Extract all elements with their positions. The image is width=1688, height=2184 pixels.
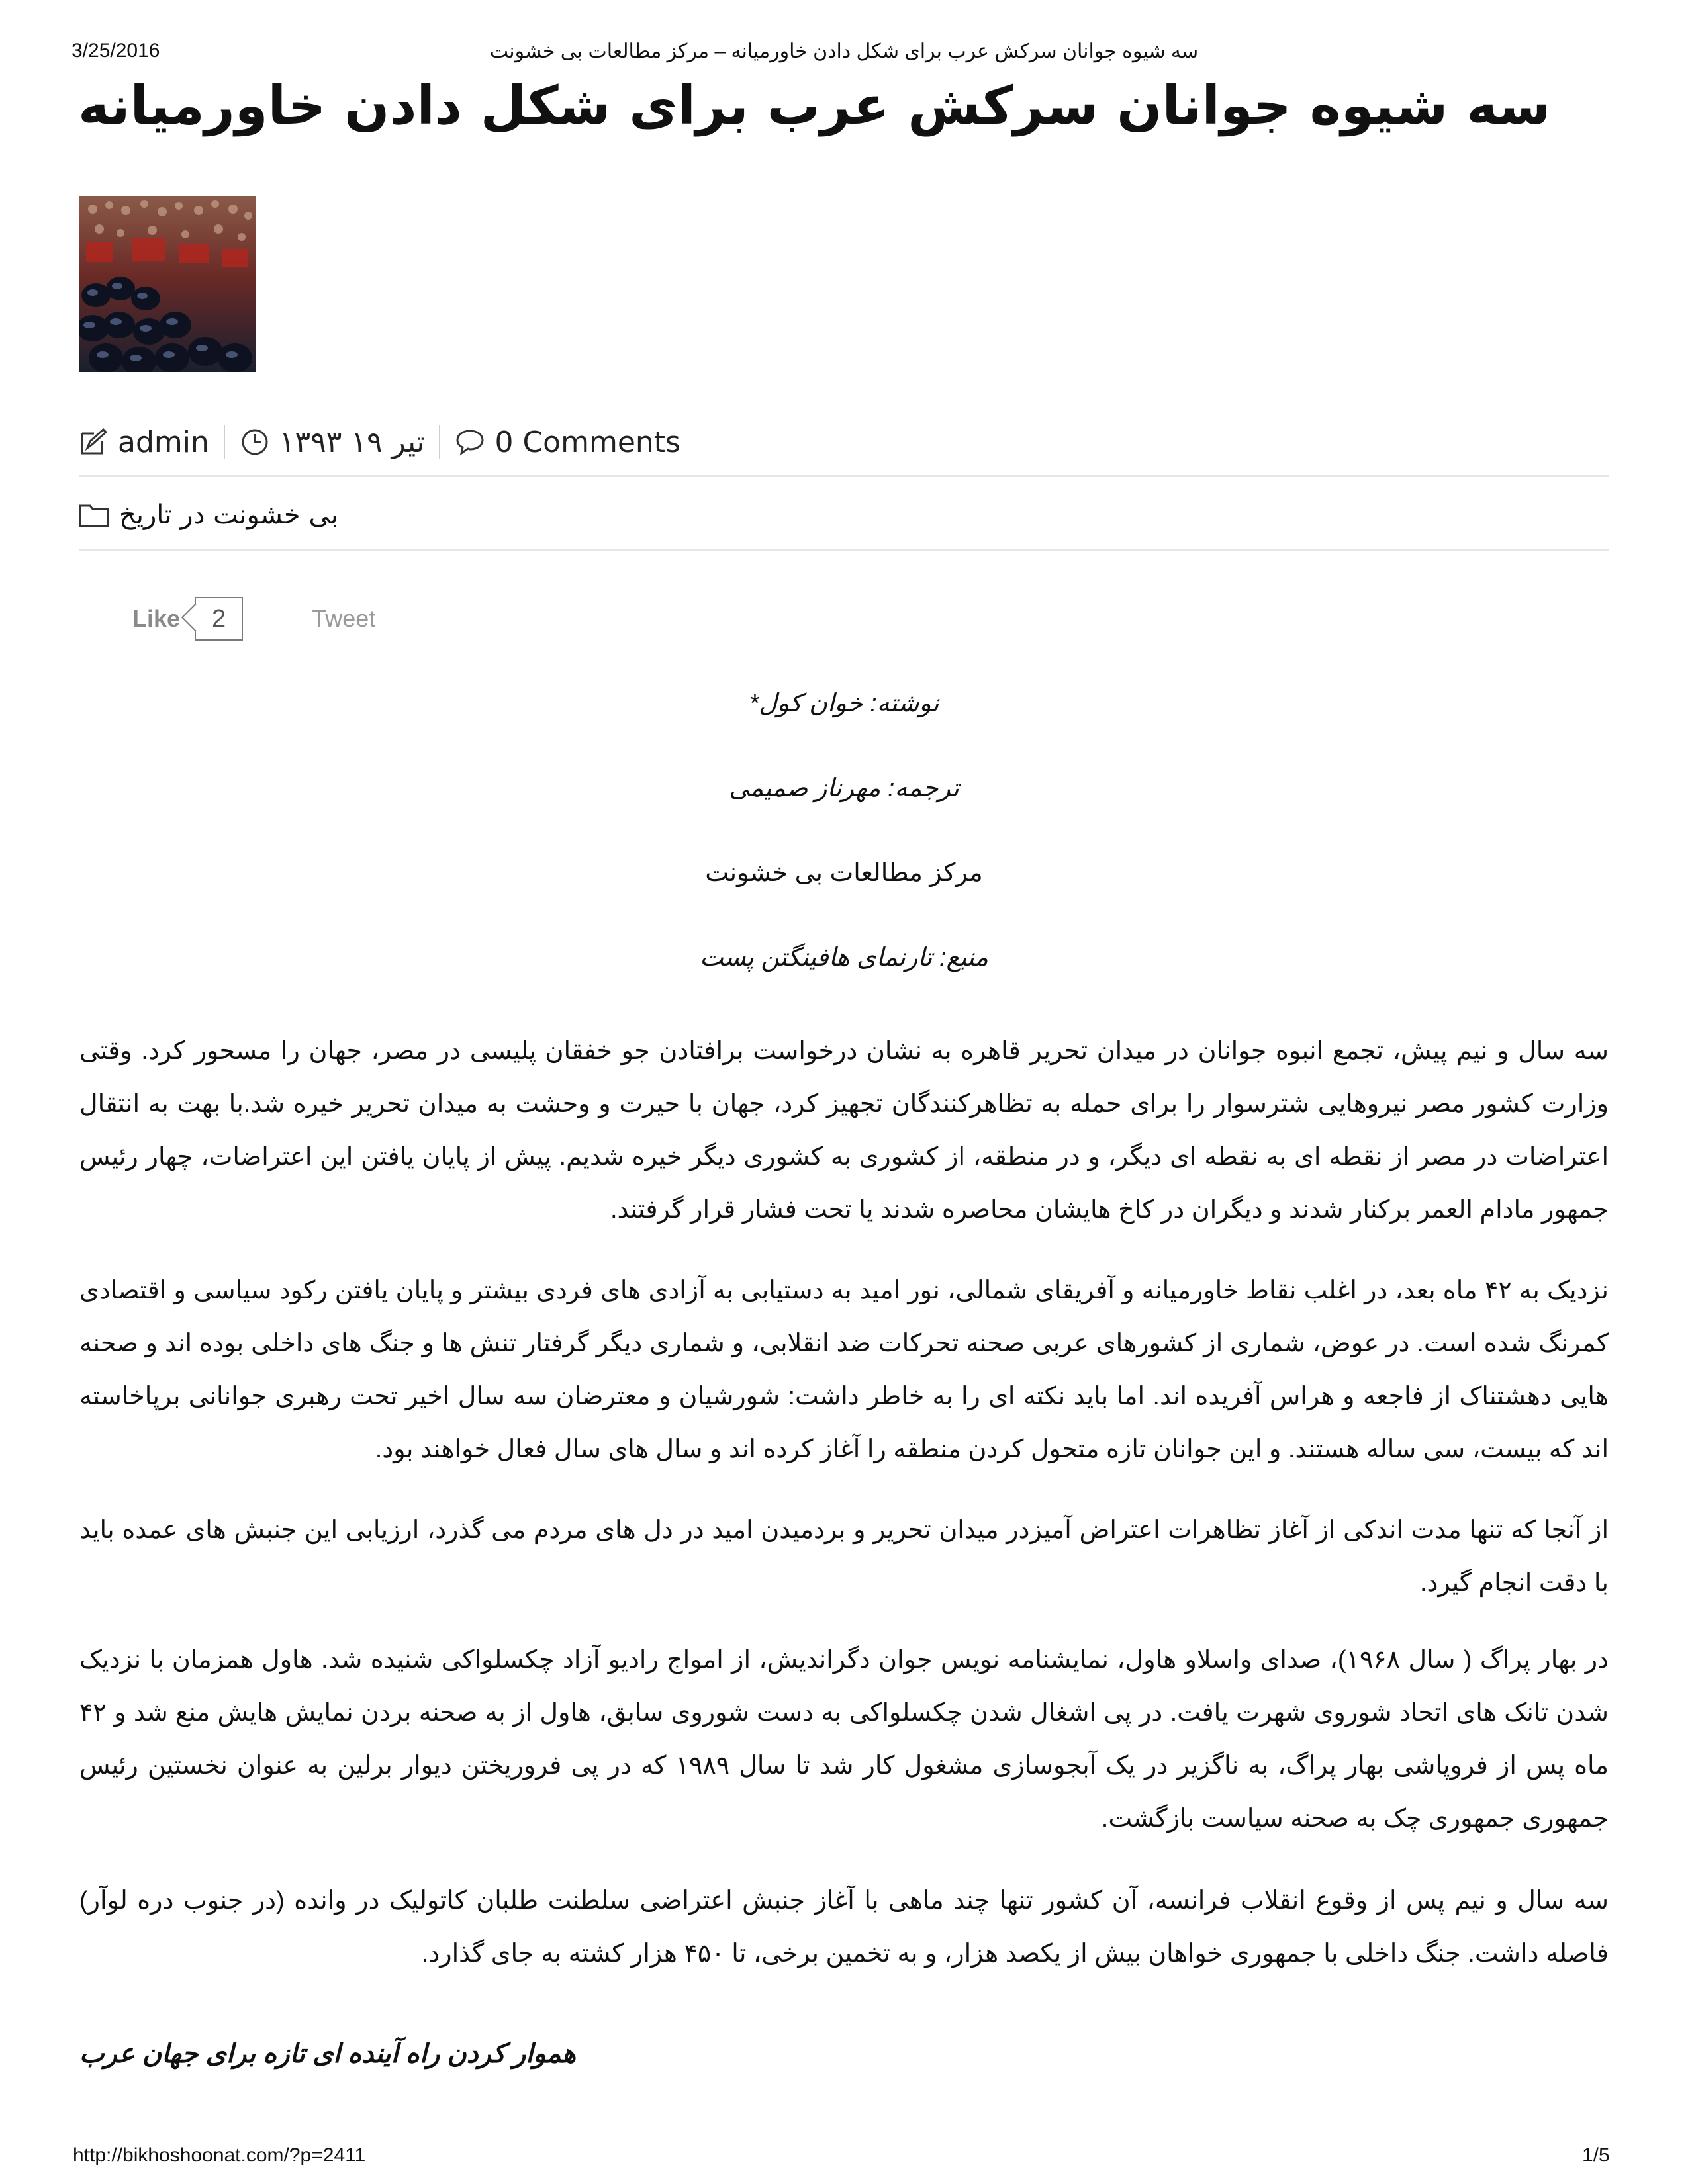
print-url: http://bikhoshoonat.com/?p=2411 xyxy=(73,2144,366,2166)
social-buttons xyxy=(132,596,375,642)
body-paragraph: از آنجا که تنها مدت اندکی از آغاز تظاهرات اعتراض آمیزدر میدان تحریر و بردمیدن امید در دل های مردم می گذرد، ارزیابی این جنبش های عمده باید با دقت انجام گیرد. xyxy=(79,1516,1609,1597)
post-category-link[interactable]: بی خشونت در تاریخ xyxy=(119,500,338,530)
crowd-photo-image xyxy=(79,196,256,372)
meta-divider xyxy=(439,425,440,459)
like-button[interactable]: Like xyxy=(132,605,181,632)
folder-icon xyxy=(78,502,110,528)
post-meta xyxy=(78,421,680,463)
body-paragraph: سه سال و نیم پیش، تجمع انبوه جوانان در میدان تحریر قاهره به نشان درخواست برافتادن جو خفقان پلیسی در مصر، جهان را مسحور کرد. وقتی وزارت کشور مصر نیروهایی شترسوار را برای حمله به تظاهرکنندگان تجهیز کرد، جهان با حیرت و وحشت به میدان تحریر خیره شد.با بهت به انتقال اعتراضات در مصر از نقطه ای به نقطه ای دیگر، و در منطقه، از کشوری به کشوری دیگر خیره شدیم. پیش از پایان یافتن این اعتراضات، چهار رئیس جمهور مادام العمر برکنار شدند و دیگران در کاخ هایشان محاصره شدند یا تحت فشار قرار گرفتند. xyxy=(79,1037,1609,1224)
meta-divider-line xyxy=(79,475,1609,477)
post-author[interactable] xyxy=(78,426,209,459)
article-title: سه شیوه جوانان سرکش عرب برای شکل دادن خاورمیانه xyxy=(78,75,1551,136)
meta-divider xyxy=(224,425,225,459)
post-date-text: تیر ۱۹ ۱۳۹۳ xyxy=(279,425,425,459)
print-date: 3/25/2016 xyxy=(71,40,160,62)
comment-icon xyxy=(455,427,485,457)
body-paragraph: در بهار پراگ ( سال ۱۹۶۸)، صدای واسلاو هاول، نمایشنامه نویس جوان دگراندیش، از امواج رادیو آزاد چکسلواکی شنیده شد. هاول همزمان با نزدیک شدن تانک های اتحاد شوروی شهرت یافت. در پی اشغال شدن چکسلواکی به دست شوروی سابق، هاول از به صحنه بردن نمایش هایش منع شد و ۴۲ ماه پس از فروپاشی بهار پراگ، به ناگزیر در یک آبجوسازی مشغول کار شد تا سال ۱۹۸۹ که در پی فروریختن دیوار برلین به عنوان نخستین رئیس جمهوری جمهوری چک به صحنه سیاست بازگشت. xyxy=(79,1646,1609,1833)
credit-author: نوشته: خوان کول* xyxy=(749,690,939,717)
post-comments[interactable] xyxy=(455,426,680,459)
post-author-name[interactable]: admin xyxy=(118,425,209,459)
credit-source: منبع: تارنمای هافینگتن پست xyxy=(700,944,988,972)
post-comments-count[interactable]: 0 Comments xyxy=(494,425,680,459)
print-page-title: سه شیوه جوانان سرکش عرب برای شکل دادن خاورمیانه – مرکز مطالعات بی خشونت xyxy=(489,40,1199,62)
credit-translator: ترجمه: مهرناز صمیمی xyxy=(729,774,959,802)
edit-icon xyxy=(78,427,109,457)
post-date xyxy=(240,426,425,459)
category-divider-line xyxy=(79,549,1609,551)
section-subheading: هموار کردن راه آینده ای تازه برای جهان عرب xyxy=(79,2039,577,2068)
post-category[interactable] xyxy=(78,495,338,535)
like-count: 2 xyxy=(195,597,243,641)
tweet-button[interactable]: Tweet xyxy=(312,605,376,632)
body-paragraph: سه سال و نیم پس از وقوع انقلاب فرانسه، آن کشور تنها چند ماهی با آغاز جنبش اعتراضی سلطنت طلبان کاتولیک در وانده (در جنوب دره لوآر) فاصله داشت. جنگ داخلی با جمهوری خواهان بیش از یکصد هزار، و به تخمین برخی، تا ۴۵۰ هزار کشته به جای گذارد. xyxy=(79,1887,1609,1968)
print-page-number: 1/5 xyxy=(1582,2144,1610,2166)
body-paragraph: نزدیک به ۴۲ ماه بعد، در اغلب نقاط خاورمیانه و آفریقای شمالی، نور امید به دستیابی به آزادی های فردی بیشتر و پایان یافتن رکود سیاسی و اقتصادی کمرنگ شده است. در عوض، شماری از کشورهای عربی صحنه تحرکات ضد انقلابی، و شماری دیگر گرفتار تنش ها و جنگ های داخلی بوده اند و صحنه هایی دهشتناک از فاجعه و هراس آفریده اند. اما باید نکته ای را به خاطر داشت: شورشیان و معترضان سه سال اخیر تحت رهبری جوانانی برپاخاسته اند که بیست، سی ساله هستند. و این جوانان تازه متحول کردن منطقه را آغاز کرده اند و سال های سال فعال خواهند بود. xyxy=(79,1277,1609,1463)
clock-icon xyxy=(240,427,270,457)
article-thumbnail[interactable] xyxy=(79,196,256,372)
credit-organization: مرکز مطالعات بی خشونت xyxy=(705,859,983,887)
